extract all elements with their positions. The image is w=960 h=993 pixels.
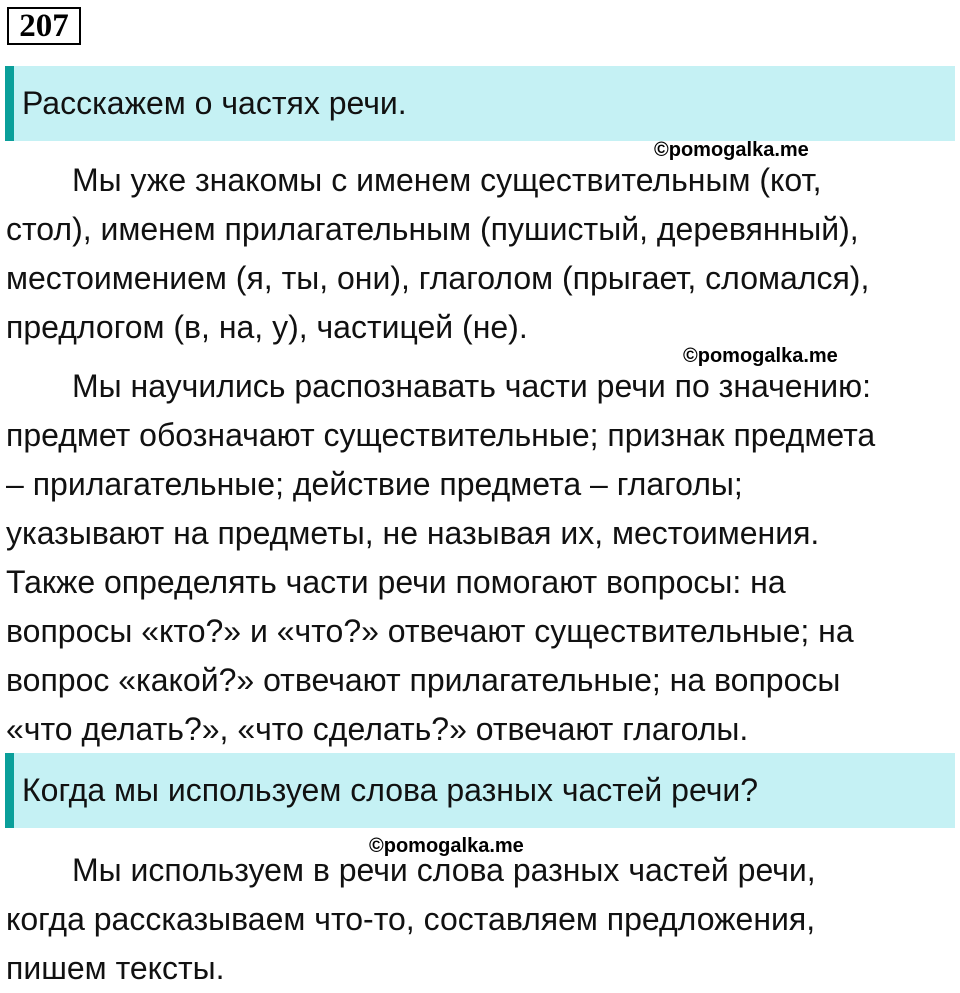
paragraph-line: когда рассказываем что-то, составляем предложения,	[6, 901, 816, 937]
paragraph-line: Мы научились распознавать части речи по значению:	[72, 368, 871, 404]
banner-accent-bar	[5, 66, 14, 141]
section-heading-banner	[5, 66, 955, 141]
task-number: 207	[7, 7, 81, 45]
paragraph-line: стол), именем прилагательным (пушистый, деревянный),	[6, 211, 859, 247]
banner-accent-bar	[5, 753, 14, 828]
paragraph-line: Мы уже знакомы с именем существительным (кот,	[72, 162, 822, 198]
watermark: ©pomogalka.me	[683, 345, 838, 367]
paragraph-line: – прилагательные; действие предмета – глаголы;	[6, 466, 743, 502]
paragraph-line: предлогом (в, на, у), частицей (не).	[6, 309, 528, 345]
paragraph-line: Мы используем в речи слова разных частей речи,	[72, 852, 816, 888]
section-heading: Когда мы используем слова разных частей речи?	[22, 772, 759, 808]
paragraph-line: вопрос «какой?» отвечают прилагательные; на вопросы	[6, 662, 841, 698]
watermark: ©pomogalka.me	[654, 139, 809, 161]
section-heading: Расскажем о частях речи.	[22, 85, 407, 121]
paragraph	[6, 362, 951, 754]
paragraph-line: предмет обозначают существительные; признак предмета	[6, 417, 876, 453]
paragraph	[6, 156, 951, 352]
paragraph	[6, 846, 951, 993]
paragraph-line: вопросы «кто?» и «что?» отвечают существительные; на	[6, 613, 854, 649]
paragraph-line: «что делать?», «что сделать?» отвечают глаголы.	[6, 711, 749, 747]
watermark: ©pomogalka.me	[369, 835, 524, 857]
paragraph-line: Также определять части речи помогают вопросы: на	[6, 564, 786, 600]
section-heading-banner	[5, 753, 955, 828]
paragraph-line: указывают на предметы, не называя их, местоимения.	[6, 515, 820, 551]
paragraph-line: местоимением (я, ты, они), глаголом (прыгает, сломался),	[6, 260, 870, 296]
paragraph-line: пишем тексты.	[6, 950, 225, 986]
